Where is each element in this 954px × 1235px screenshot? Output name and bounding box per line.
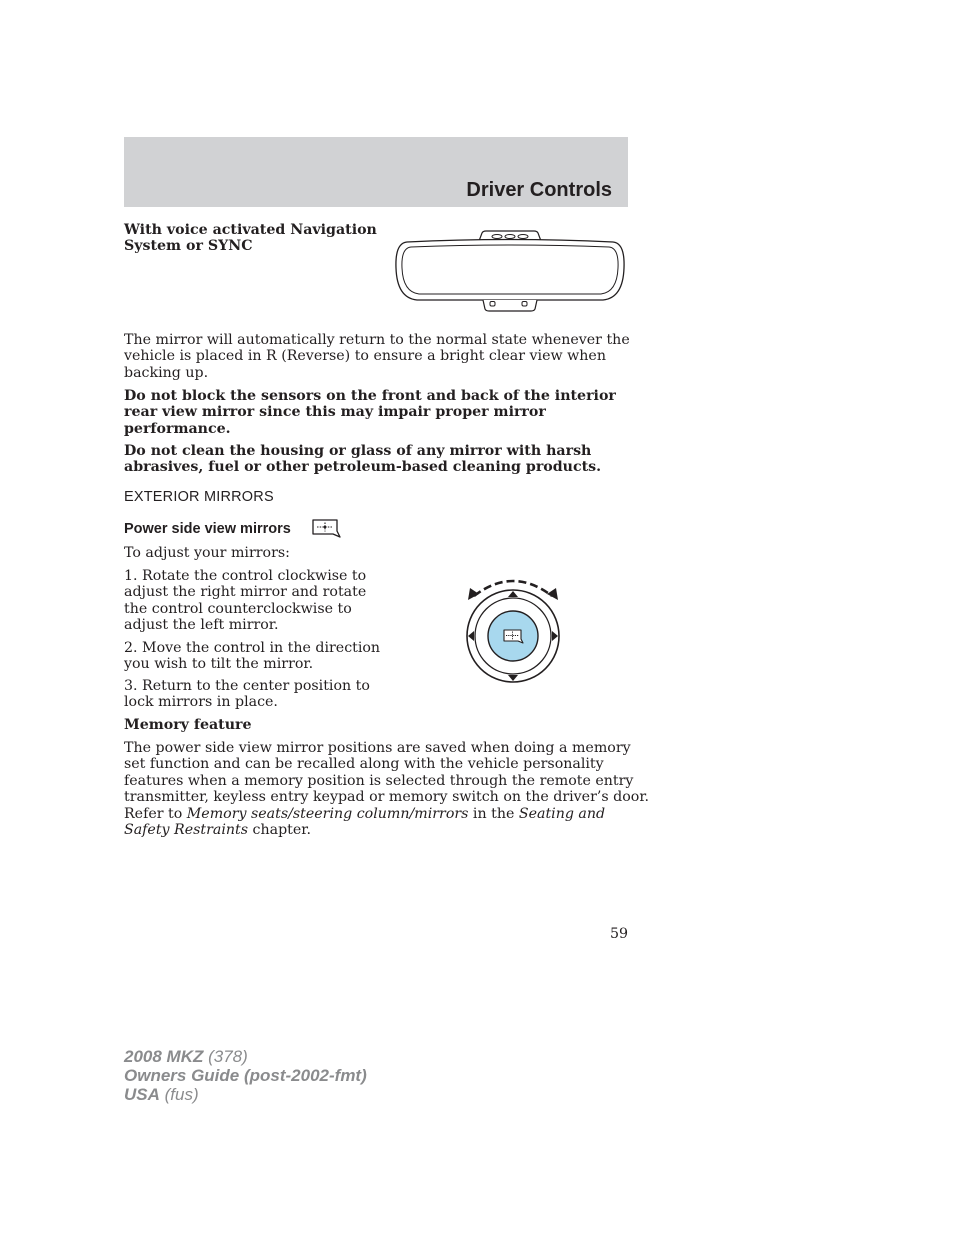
mirror-caption-line: System or SYNC <box>124 238 253 255</box>
step-3 <box>124 678 370 711</box>
text-fragment: chapter. <box>248 822 311 839</box>
footer-model-code: (378) <box>203 1047 248 1066</box>
mirror-caption <box>124 222 377 255</box>
text-line: abrasives, fuel or other petroleum-based cleaning products. <box>124 459 602 476</box>
text-line: 1. Rotate the control clockwise to <box>124 568 367 584</box>
mirror-select-icon <box>311 518 341 540</box>
text-line: adjust the right mirror and rotate <box>124 584 367 601</box>
text-line: set function and can be recalled along with the vehicle personality <box>124 756 604 773</box>
text-line: the control counterclockwise to <box>124 600 352 617</box>
chapter-reference: Seating and <box>518 805 606 822</box>
text-line: lock mirrors in place. <box>124 694 278 711</box>
text-fragment: Refer to <box>124 805 187 822</box>
paragraph-auto-return <box>124 332 630 381</box>
text-line: adjust the left mirror. <box>124 617 279 634</box>
memory-feature-paragraph <box>124 740 649 838</box>
text-line: performance. <box>124 420 231 437</box>
header-band <box>124 137 628 207</box>
text-line: vehicle is placed in R (Reverse) to ensure a bright clear view when <box>124 348 606 365</box>
text-line: Do not block the sensors on the front and back of the interior <box>124 388 616 404</box>
text-line: 3. Return to the center position to <box>124 678 370 694</box>
footer-market: USA <box>124 1085 160 1104</box>
step-2 <box>124 640 380 673</box>
footer-guide: Owners Guide (post-2002-fmt) <box>124 1066 367 1085</box>
section-heading-exterior-mirrors: EXTERIOR MIRRORS <box>124 489 274 505</box>
footer-model: 2008 MKZ <box>124 1047 204 1066</box>
text-line: The mirror will automatically return to the normal state whenever the <box>124 332 630 348</box>
text-line: backing up. <box>124 364 209 381</box>
rear-view-mirror-illustration <box>393 228 627 314</box>
sub-heading-power-mirrors: Power side view mirrors <box>124 521 291 537</box>
text-line: The power side view mirror positions are saved when doing a memory <box>124 740 631 756</box>
text-line: you wish to tilt the mirror. <box>124 656 314 673</box>
text-line: rear view mirror since this may impair proper mirror <box>124 404 546 421</box>
warning-cleaning <box>124 443 601 476</box>
page-title: Driver Controls <box>466 179 612 201</box>
footer-market-code: (fus) <box>159 1085 199 1104</box>
step-1 <box>124 568 366 634</box>
text-line: 2. Move the control in the direction <box>124 640 381 656</box>
mirror-caption-line: With voice activated Navigation <box>124 222 377 238</box>
mirror-control-knob-illustration <box>462 572 566 686</box>
warning-sensors <box>124 388 616 437</box>
footer <box>124 1047 367 1104</box>
page-number: 59 <box>609 926 628 942</box>
memory-feature-heading: Memory feature <box>124 717 252 733</box>
text-fragment: in the <box>468 805 519 822</box>
chapter-reference: Memory seats/steering column/mirrors <box>186 805 469 822</box>
text-line: Do not clean the housing or glass of any mirror with harsh <box>124 443 592 459</box>
chapter-reference: Safety Restraints <box>124 822 249 839</box>
text-line: transmitter, keyless entry keypad or memory switch on the driver’s door. <box>124 789 650 806</box>
text-line: features when a memory position is selected through the remote entry <box>124 772 634 789</box>
instructions-intro: To adjust your mirrors: <box>124 545 290 561</box>
